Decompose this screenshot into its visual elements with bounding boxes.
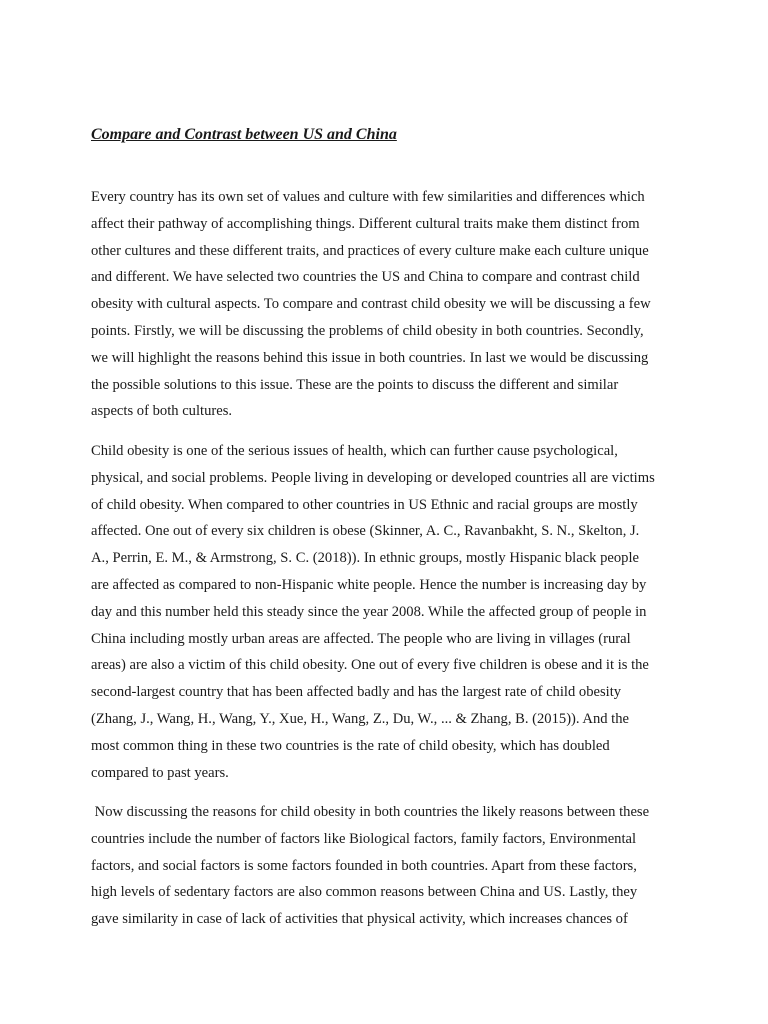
text-line: most common thing in these two countries is the rate of child obesity, which has doubled (91, 737, 610, 754)
text-line: China including mostly urban areas are affected. The people who are living in villages (rural (91, 630, 631, 647)
text-line: of child obesity. When compared to other countries in US Ethnic and racial groups are mostly (91, 496, 638, 513)
text-line: aspects of both cultures. (91, 403, 233, 420)
paragraph-reasons (91, 799, 649, 933)
paragraph-intro (91, 184, 651, 425)
text-line: (Zhang, J., Wang, H., Wang, Y., Xue, H., Wang, Z., Du, W., ... & Zhang, B. (2015)). And the (91, 710, 630, 727)
text-line: high levels of sedentary factors are also common reasons between China and US. Lastly, they (91, 884, 638, 901)
text-line: we will highlight the reasons behind this issue in both countries. In last we would be discussing (91, 349, 649, 366)
text-line: Now discussing the reasons for child obesity in both countries the likely reasons between these (91, 804, 650, 820)
document-title: Compare and Contrast between US and China (91, 126, 397, 143)
text-line: countries include the number of factors like Biological factors, family factors, Environmental (91, 830, 637, 847)
text-line: Every country has its own set of values and culture with few similarities and differences which (91, 189, 645, 205)
text-line: points. Firstly, we will be discussing the problems of child obesity in both countries. Secondly, (91, 322, 644, 339)
text-line: the possible solutions to this issue. These are the points to discuss the different and similar (91, 376, 619, 393)
text-line: gave similarity in case of lack of activities that physical activity, which increases chances of (91, 911, 628, 928)
text-line: affected. One out of every six children is obese (Skinner, A. C., Ravanbakht, S. N., Skelton, J. (91, 523, 640, 540)
text-line: Child obesity is one of the serious issues of health, which can further cause psychological, (91, 443, 618, 459)
text-line: second-largest country that has been affected badly and has the largest rate of child obesity (91, 684, 622, 701)
text-line: compared to past years. (91, 764, 229, 781)
text-line: other cultures and these different traits, and practices of every culture make each culture unique (91, 242, 649, 259)
text-line: physical, and social problems. People living in developing or developed countries all are victims (91, 469, 655, 486)
text-line: obesity with cultural aspects. To compare and contrast child obesity we will be discussing a few (91, 296, 651, 313)
text-line: areas) are also a victim of this child obesity. One out of every five children is obese and it is the (91, 657, 649, 674)
text-line: affect their pathway of accomplishing things. Different cultural traits make them distinct from (91, 215, 640, 232)
text-line: are affected as compared to non-Hispanic white people. Hence the number is increasing day by (91, 576, 647, 593)
text-line: and different. We have selected two countries the US and China to compare and contrast child (91, 269, 640, 286)
text-line: day and this number held this steady since the year 2008. While the affected group of people in (91, 603, 647, 620)
text-line: A., Perrin, E. M., & Armstrong, S. C. (2018)). In ethnic groups, mostly Hispanic black people (91, 550, 640, 567)
paragraph-problems (91, 438, 655, 786)
text-line: factors, and social factors is some factors founded in both countries. Apart from these factors, (91, 857, 637, 874)
